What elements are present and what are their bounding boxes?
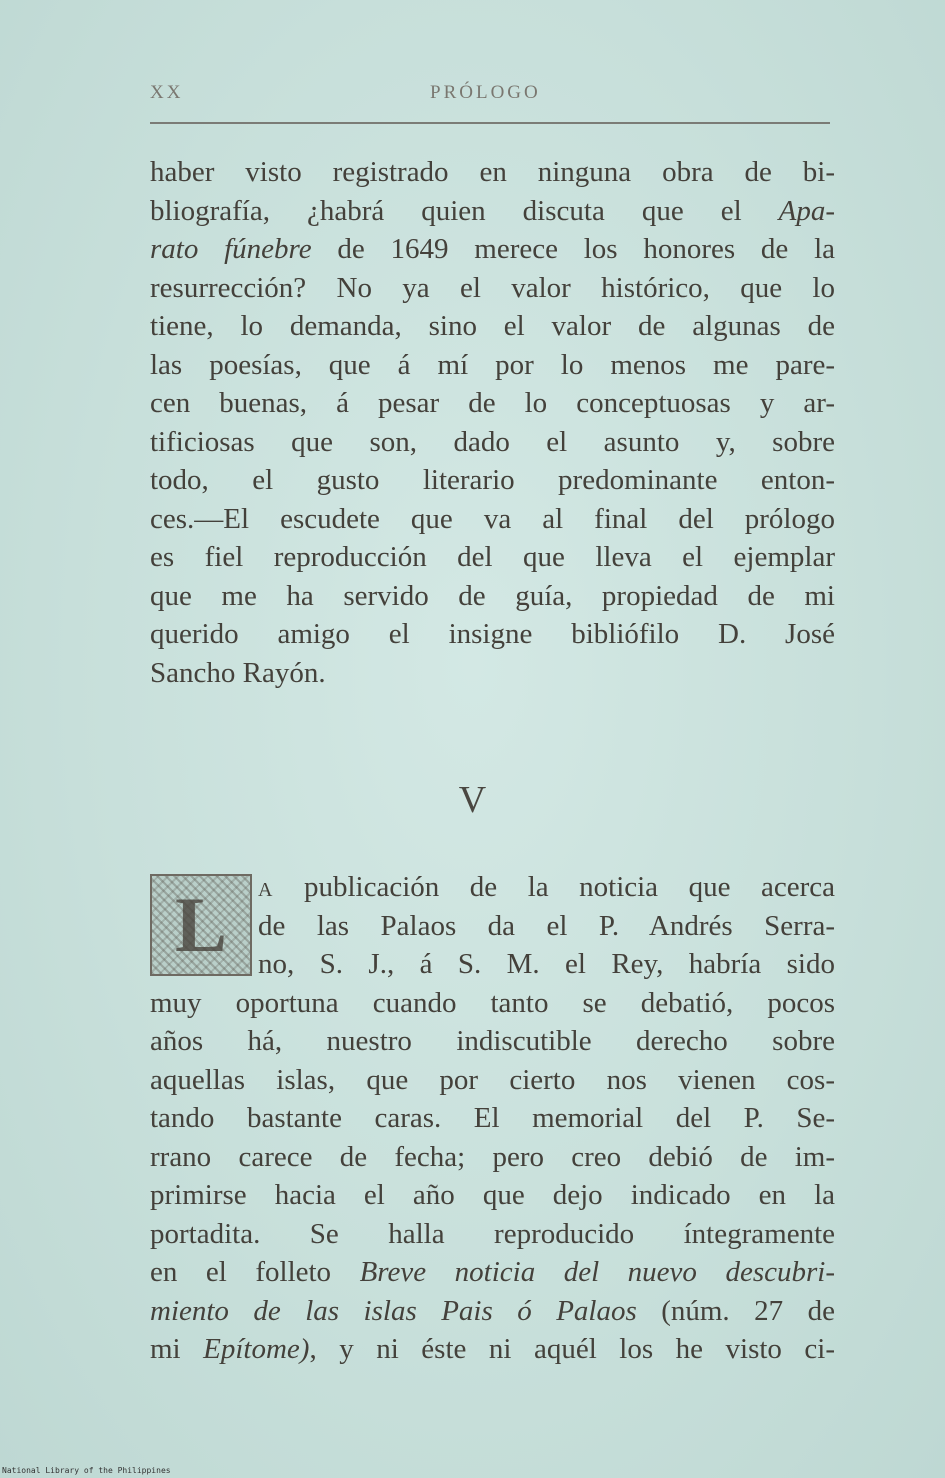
text-line: Sancho Rayón.: [150, 656, 326, 689]
text-line: miento de las islas Pais ó Palaos (núm. 27 de: [150, 1294, 835, 1327]
text-line: muy oportuna cuando tanto se debatió, pocos: [150, 986, 835, 1019]
text-line: es fiel reproducción del que lleva el ejemplar: [150, 541, 835, 573]
text-line: que me ha servido de guía, propiedad de mi: [150, 579, 835, 612]
page-number: XX: [150, 82, 184, 103]
dropcap-letter: L: [174, 881, 228, 968]
page-header: [150, 82, 830, 112]
text-line: todo, el gusto literario predominante enton-: [150, 464, 835, 496]
text-line: no, S. J., á S. M. el Rey, habría sido: [258, 948, 835, 980]
text-line: las poesías, que á mí por lo menos me pare-: [150, 348, 835, 381]
text-line: tificiosas que son, dado el asunto y, sobre: [150, 425, 835, 458]
text-line: rrano carece de fecha; pero creo debió de im-: [150, 1140, 835, 1173]
text-line: querido amigo el insigne bibliófilo D. José: [150, 618, 835, 650]
text-line: aquellas islas, que por cierto nos vienen cos-: [150, 1063, 835, 1096]
text-line: rato fúnebre de 1649 merece los honores de la: [150, 233, 836, 265]
paragraph-2: [150, 868, 835, 1369]
text-line: cen buenas, á pesar de lo conceptuosas y ar-: [150, 387, 835, 419]
text-line: bliografía, ¿habrá quien discuta que el Apa-: [150, 194, 835, 227]
text-line: tiene, lo demanda, sino el valor de algunas de: [150, 310, 835, 342]
header-rule: [150, 122, 830, 124]
text-line: años há, nuestro indiscutible derecho sobre: [150, 1025, 835, 1057]
library-footer: National Library of the Philippines: [2, 1466, 171, 1475]
section-heading: V: [458, 779, 487, 821]
paragraph-1: [150, 153, 835, 692]
text-line: A publicación de la noticia que acerca: [258, 871, 835, 903]
text-line: haber visto registrado en ninguna obra de bi-: [150, 156, 835, 188]
text-line: portadita. Se halla reproducido íntegramente: [150, 1217, 835, 1250]
text-line: tando bastante caras. El memorial del P. Se-: [150, 1102, 835, 1134]
text-line: en el folleto Breve noticia del nuevo descubri-: [150, 1256, 835, 1288]
running-title: PRÓLOGO: [430, 82, 541, 103]
text-line: mi Epítome), y ni éste ni aquél los he visto ci-: [150, 1333, 836, 1365]
text-line: resurrección? No ya el valor histórico, que lo: [150, 271, 835, 304]
text-line: primirse hacia el año que dejo indicado en la: [150, 1179, 835, 1211]
text-line: de las Palaos da el P. Andrés Serra-: [258, 909, 835, 942]
text-line: ces.—El escudete que va al final del prólogo: [150, 502, 835, 535]
